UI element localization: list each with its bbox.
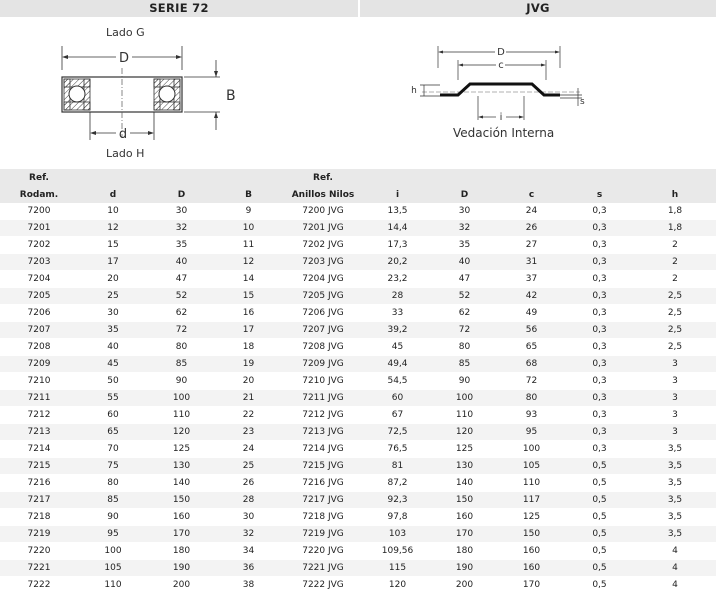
cell-d: 30 (78, 305, 148, 322)
cell-anillo: 7200 JVG (282, 203, 364, 220)
cell-h: 2,5 (634, 339, 716, 356)
cell-i: 45 (364, 339, 431, 356)
cell-d: 105 (78, 560, 148, 577)
cell-s: 0,3 (565, 441, 634, 458)
cell-i: 67 (364, 407, 431, 424)
cell-s: 0,3 (565, 237, 634, 254)
column-header-row (0, 186, 716, 203)
cell-anillo: 7213 JVG (282, 424, 364, 441)
cell-rodam: 7216 (0, 475, 78, 492)
cell-s: 0,5 (565, 509, 634, 526)
cell-s: 0,3 (565, 339, 634, 356)
cell-D2: 190 (431, 560, 498, 577)
lado-g-label: Lado G (106, 26, 145, 39)
cell-B: 11 (215, 237, 282, 254)
table-row (0, 441, 716, 458)
cell-B: 19 (215, 356, 282, 373)
table-row (0, 407, 716, 424)
cell-h: 3,5 (634, 458, 716, 475)
cell-anillo: 7203 JVG (282, 254, 364, 271)
cell-D: 32 (148, 220, 215, 237)
cell-s: 0,3 (565, 373, 634, 390)
cell-h: 3,5 (634, 509, 716, 526)
cell-D: 170 (148, 526, 215, 543)
cell-i: 60 (364, 390, 431, 407)
cell-anillo: 7214 JVG (282, 441, 364, 458)
cell-s: 0,5 (565, 577, 634, 594)
cell-B: 15 (215, 288, 282, 305)
cell-rodam: 7219 (0, 526, 78, 543)
cell-i: 92,3 (364, 492, 431, 509)
cell-B: 28 (215, 492, 282, 509)
th-h: h (634, 186, 716, 203)
cell-B: 9 (215, 203, 282, 220)
cell-rodam: 7203 (0, 254, 78, 271)
cell-c: 27 (498, 237, 565, 254)
th-group (78, 169, 148, 186)
cell-d: 17 (78, 254, 148, 271)
cell-d: 80 (78, 475, 148, 492)
table-row (0, 220, 716, 237)
cell-D2: 85 (431, 356, 498, 373)
cell-h: 4 (634, 560, 716, 577)
table-row (0, 492, 716, 509)
table-row (0, 509, 716, 526)
cell-rodam: 7206 (0, 305, 78, 322)
th-group (148, 169, 215, 186)
table-row (0, 203, 716, 220)
specs-table (0, 169, 716, 594)
cell-D2: 120 (431, 424, 498, 441)
cell-h: 3,5 (634, 441, 716, 458)
cell-D2: 47 (431, 271, 498, 288)
cell-h: 4 (634, 543, 716, 560)
cell-d: 15 (78, 237, 148, 254)
cell-B: 17 (215, 322, 282, 339)
th-s: s (565, 186, 634, 203)
cell-D2: 130 (431, 458, 498, 475)
cell-rodam: 7205 (0, 288, 78, 305)
table-row (0, 577, 716, 594)
cell-B: 36 (215, 560, 282, 577)
cell-D2: 200 (431, 577, 498, 594)
table-row (0, 237, 716, 254)
cell-B: 38 (215, 577, 282, 594)
cell-rodam: 7217 (0, 492, 78, 509)
cell-D: 140 (148, 475, 215, 492)
cell-rodam: 7218 (0, 509, 78, 526)
table-row (0, 526, 716, 543)
cell-D2: 40 (431, 254, 498, 271)
cell-anillo: 7210 JVG (282, 373, 364, 390)
cell-i: 49,4 (364, 356, 431, 373)
cell-i: 109,56 (364, 543, 431, 560)
th-group (498, 169, 565, 186)
cell-h: 3 (634, 356, 716, 373)
cell-D: 62 (148, 305, 215, 322)
cell-i: 103 (364, 526, 431, 543)
cell-i: 87,2 (364, 475, 431, 492)
cell-c: 68 (498, 356, 565, 373)
cell-c: 72 (498, 373, 565, 390)
cell-s: 0,5 (565, 526, 634, 543)
cell-D: 130 (148, 458, 215, 475)
cell-c: 110 (498, 475, 565, 492)
cell-h: 2,5 (634, 305, 716, 322)
cell-i: 14,4 (364, 220, 431, 237)
cell-rodam: 7220 (0, 543, 78, 560)
cell-B: 34 (215, 543, 282, 560)
cell-D: 40 (148, 254, 215, 271)
cell-anillo: 7219 JVG (282, 526, 364, 543)
cell-s: 0,3 (565, 288, 634, 305)
cell-i: 23,2 (364, 271, 431, 288)
cell-i: 115 (364, 560, 431, 577)
cell-D2: 160 (431, 509, 498, 526)
cell-anillo: 7217 JVG (282, 492, 364, 509)
cell-anillo: 7205 JVG (282, 288, 364, 305)
cell-h: 3 (634, 390, 716, 407)
cell-B: 30 (215, 509, 282, 526)
cell-c: 117 (498, 492, 565, 509)
cell-D2: 35 (431, 237, 498, 254)
cell-D2: 72 (431, 322, 498, 339)
cell-h: 1,8 (634, 220, 716, 237)
cell-c: 24 (498, 203, 565, 220)
cell-c: 31 (498, 254, 565, 271)
cell-c: 160 (498, 543, 565, 560)
cell-c: 93 (498, 407, 565, 424)
cell-s: 0,3 (565, 424, 634, 441)
cell-h: 3 (634, 373, 716, 390)
dim-b: B (226, 88, 236, 104)
cell-h: 3 (634, 407, 716, 424)
cell-B: 10 (215, 220, 282, 237)
cell-h: 4 (634, 577, 716, 594)
cell-D: 180 (148, 543, 215, 560)
jvg-header: JVG (360, 0, 716, 17)
cell-D: 30 (148, 203, 215, 220)
cell-B: 26 (215, 475, 282, 492)
cell-d: 40 (78, 339, 148, 356)
cell-anillo: 7220 JVG (282, 543, 364, 560)
cell-s: 0,5 (565, 560, 634, 577)
cell-h: 2 (634, 254, 716, 271)
cell-D2: 180 (431, 543, 498, 560)
vedacion-caption: Vedación Interna (453, 126, 555, 140)
serie-header: SERIE 72 (0, 0, 358, 17)
cell-D2: 30 (431, 203, 498, 220)
cell-d: 55 (78, 390, 148, 407)
cell-h: 3,5 (634, 526, 716, 543)
cell-D2: 90 (431, 373, 498, 390)
cell-d: 65 (78, 424, 148, 441)
th-group: Ref. (0, 169, 78, 186)
cell-c: 100 (498, 441, 565, 458)
cell-D2: 100 (431, 390, 498, 407)
cell-anillo: 7216 JVG (282, 475, 364, 492)
cell-B: 18 (215, 339, 282, 356)
cell-i: 17,3 (364, 237, 431, 254)
cell-anillo: 7201 JVG (282, 220, 364, 237)
cell-B: 25 (215, 458, 282, 475)
cell-B: 12 (215, 254, 282, 271)
cell-rodam: 7204 (0, 271, 78, 288)
table-row (0, 322, 716, 339)
cell-i: 13,5 (364, 203, 431, 220)
cell-d: 75 (78, 458, 148, 475)
cell-c: 56 (498, 322, 565, 339)
cell-rodam: 7207 (0, 322, 78, 339)
cell-anillo: 7207 JVG (282, 322, 364, 339)
cell-c: 65 (498, 339, 565, 356)
cell-D2: 140 (431, 475, 498, 492)
seal-diagram (400, 40, 600, 125)
th-c: c (498, 186, 565, 203)
cell-i: 120 (364, 577, 431, 594)
cell-anillo: 7212 JVG (282, 407, 364, 424)
cell-h: 3,5 (634, 492, 716, 509)
cell-h: 3,5 (634, 475, 716, 492)
th-B: B (215, 186, 282, 203)
cell-B: 21 (215, 390, 282, 407)
dim-h: h (411, 86, 417, 96)
cell-s: 0,3 (565, 254, 634, 271)
th-group (431, 169, 498, 186)
cell-s: 0,5 (565, 543, 634, 560)
th-group: Ref. (282, 169, 364, 186)
cell-anillo: 7202 JVG (282, 237, 364, 254)
cell-rodam: 7222 (0, 577, 78, 594)
cell-rodam: 7215 (0, 458, 78, 475)
cell-c: 160 (498, 560, 565, 577)
th-anillos: Anillos Nilos (282, 186, 364, 203)
cell-rodam: 7200 (0, 203, 78, 220)
cell-D2: 80 (431, 339, 498, 356)
th-group (634, 169, 716, 186)
cell-anillo: 7204 JVG (282, 271, 364, 288)
cell-D: 80 (148, 339, 215, 356)
cell-d: 25 (78, 288, 148, 305)
table-row (0, 339, 716, 356)
table-row (0, 390, 716, 407)
table-row (0, 254, 716, 271)
dim-d-inner: d (118, 127, 128, 142)
group-header-row (0, 169, 716, 186)
th-D2: D (431, 186, 498, 203)
dim-i: i (499, 112, 503, 123)
cell-i: 81 (364, 458, 431, 475)
cell-rodam: 7210 (0, 373, 78, 390)
cell-c: 170 (498, 577, 565, 594)
cell-D: 100 (148, 390, 215, 407)
cell-d: 45 (78, 356, 148, 373)
cell-D: 120 (148, 424, 215, 441)
cell-s: 0,5 (565, 458, 634, 475)
cell-rodam: 7202 (0, 237, 78, 254)
cell-rodam: 7208 (0, 339, 78, 356)
cell-D2: 125 (431, 441, 498, 458)
cell-rodam: 7209 (0, 356, 78, 373)
cell-h: 3 (634, 424, 716, 441)
cell-d: 110 (78, 577, 148, 594)
table-row (0, 288, 716, 305)
cell-rodam: 7201 (0, 220, 78, 237)
cell-i: 76,5 (364, 441, 431, 458)
cell-D: 85 (148, 356, 215, 373)
cell-c: 150 (498, 526, 565, 543)
cell-s: 0,3 (565, 305, 634, 322)
cell-d: 60 (78, 407, 148, 424)
table-row (0, 475, 716, 492)
cell-B: 22 (215, 407, 282, 424)
cell-d: 20 (78, 271, 148, 288)
dim-d-outer: D (118, 51, 130, 66)
cell-s: 0,3 (565, 220, 634, 237)
cell-anillo: 7215 JVG (282, 458, 364, 475)
cell-s: 0,3 (565, 407, 634, 424)
cell-rodam: 7212 (0, 407, 78, 424)
cell-B: 24 (215, 441, 282, 458)
cell-rodam: 7214 (0, 441, 78, 458)
cell-h: 2,5 (634, 322, 716, 339)
cell-D: 125 (148, 441, 215, 458)
table-row (0, 424, 716, 441)
table-row (0, 458, 716, 475)
cell-anillo: 7221 JVG (282, 560, 364, 577)
cell-D2: 32 (431, 220, 498, 237)
cell-D: 90 (148, 373, 215, 390)
cell-h: 1,8 (634, 203, 716, 220)
cell-i: 97,8 (364, 509, 431, 526)
cell-s: 0,3 (565, 356, 634, 373)
cell-s: 0,3 (565, 390, 634, 407)
cell-d: 85 (78, 492, 148, 509)
th-group (215, 169, 282, 186)
cell-rodam: 7221 (0, 560, 78, 577)
cell-c: 37 (498, 271, 565, 288)
cell-d: 12 (78, 220, 148, 237)
cell-s: 0,3 (565, 271, 634, 288)
cell-D: 35 (148, 237, 215, 254)
cell-D: 47 (148, 271, 215, 288)
bearing-diagram (50, 40, 240, 145)
cell-D: 150 (148, 492, 215, 509)
cell-anillo: 7218 JVG (282, 509, 364, 526)
cell-D2: 110 (431, 407, 498, 424)
cell-c: 49 (498, 305, 565, 322)
cell-anillo: 7209 JVG (282, 356, 364, 373)
cell-B: 20 (215, 373, 282, 390)
dim-c: c (498, 60, 504, 71)
cell-anillo: 7211 JVG (282, 390, 364, 407)
cell-i: 28 (364, 288, 431, 305)
cell-B: 23 (215, 424, 282, 441)
cell-s: 0,5 (565, 492, 634, 509)
cell-c: 95 (498, 424, 565, 441)
cell-d: 90 (78, 509, 148, 526)
table-row (0, 356, 716, 373)
cell-D: 110 (148, 407, 215, 424)
cell-h: 2 (634, 271, 716, 288)
cell-c: 42 (498, 288, 565, 305)
dim-s: s (580, 97, 585, 107)
cell-D2: 62 (431, 305, 498, 322)
cell-i: 72,5 (364, 424, 431, 441)
cell-B: 14 (215, 271, 282, 288)
cell-B: 16 (215, 305, 282, 322)
table-row (0, 543, 716, 560)
dim-d-seal: D (497, 47, 505, 58)
cell-anillo: 7208 JVG (282, 339, 364, 356)
cell-B: 32 (215, 526, 282, 543)
cell-D: 72 (148, 322, 215, 339)
cell-i: 20,2 (364, 254, 431, 271)
cell-D: 190 (148, 560, 215, 577)
cell-s: 0,5 (565, 475, 634, 492)
cell-d: 50 (78, 373, 148, 390)
cell-c: 125 (498, 509, 565, 526)
cell-d: 95 (78, 526, 148, 543)
cell-d: 100 (78, 543, 148, 560)
cell-c: 26 (498, 220, 565, 237)
cell-D: 200 (148, 577, 215, 594)
table-row (0, 271, 716, 288)
cell-D2: 170 (431, 526, 498, 543)
cell-d: 35 (78, 322, 148, 339)
cell-D: 52 (148, 288, 215, 305)
table-body (0, 203, 716, 594)
cell-c: 105 (498, 458, 565, 475)
th-rodam: Rodam. (0, 186, 78, 203)
cell-D: 160 (148, 509, 215, 526)
cell-D2: 150 (431, 492, 498, 509)
cell-D2: 52 (431, 288, 498, 305)
th-i: i (364, 186, 431, 203)
cell-d: 70 (78, 441, 148, 458)
cell-rodam: 7211 (0, 390, 78, 407)
table-row (0, 305, 716, 322)
cell-anillo: 7206 JVG (282, 305, 364, 322)
lado-h-label: Lado H (106, 147, 145, 160)
cell-h: 2 (634, 237, 716, 254)
cell-i: 39,2 (364, 322, 431, 339)
th-d: d (78, 186, 148, 203)
cell-d: 10 (78, 203, 148, 220)
cell-s: 0,3 (565, 322, 634, 339)
cell-anillo: 7222 JVG (282, 577, 364, 594)
th-D: D (148, 186, 215, 203)
cell-c: 80 (498, 390, 565, 407)
cell-rodam: 7213 (0, 424, 78, 441)
cell-i: 33 (364, 305, 431, 322)
table-row (0, 560, 716, 577)
cell-i: 54,5 (364, 373, 431, 390)
cell-s: 0,3 (565, 203, 634, 220)
table-row (0, 373, 716, 390)
cell-h: 2,5 (634, 288, 716, 305)
th-group (565, 169, 634, 186)
th-group (364, 169, 431, 186)
